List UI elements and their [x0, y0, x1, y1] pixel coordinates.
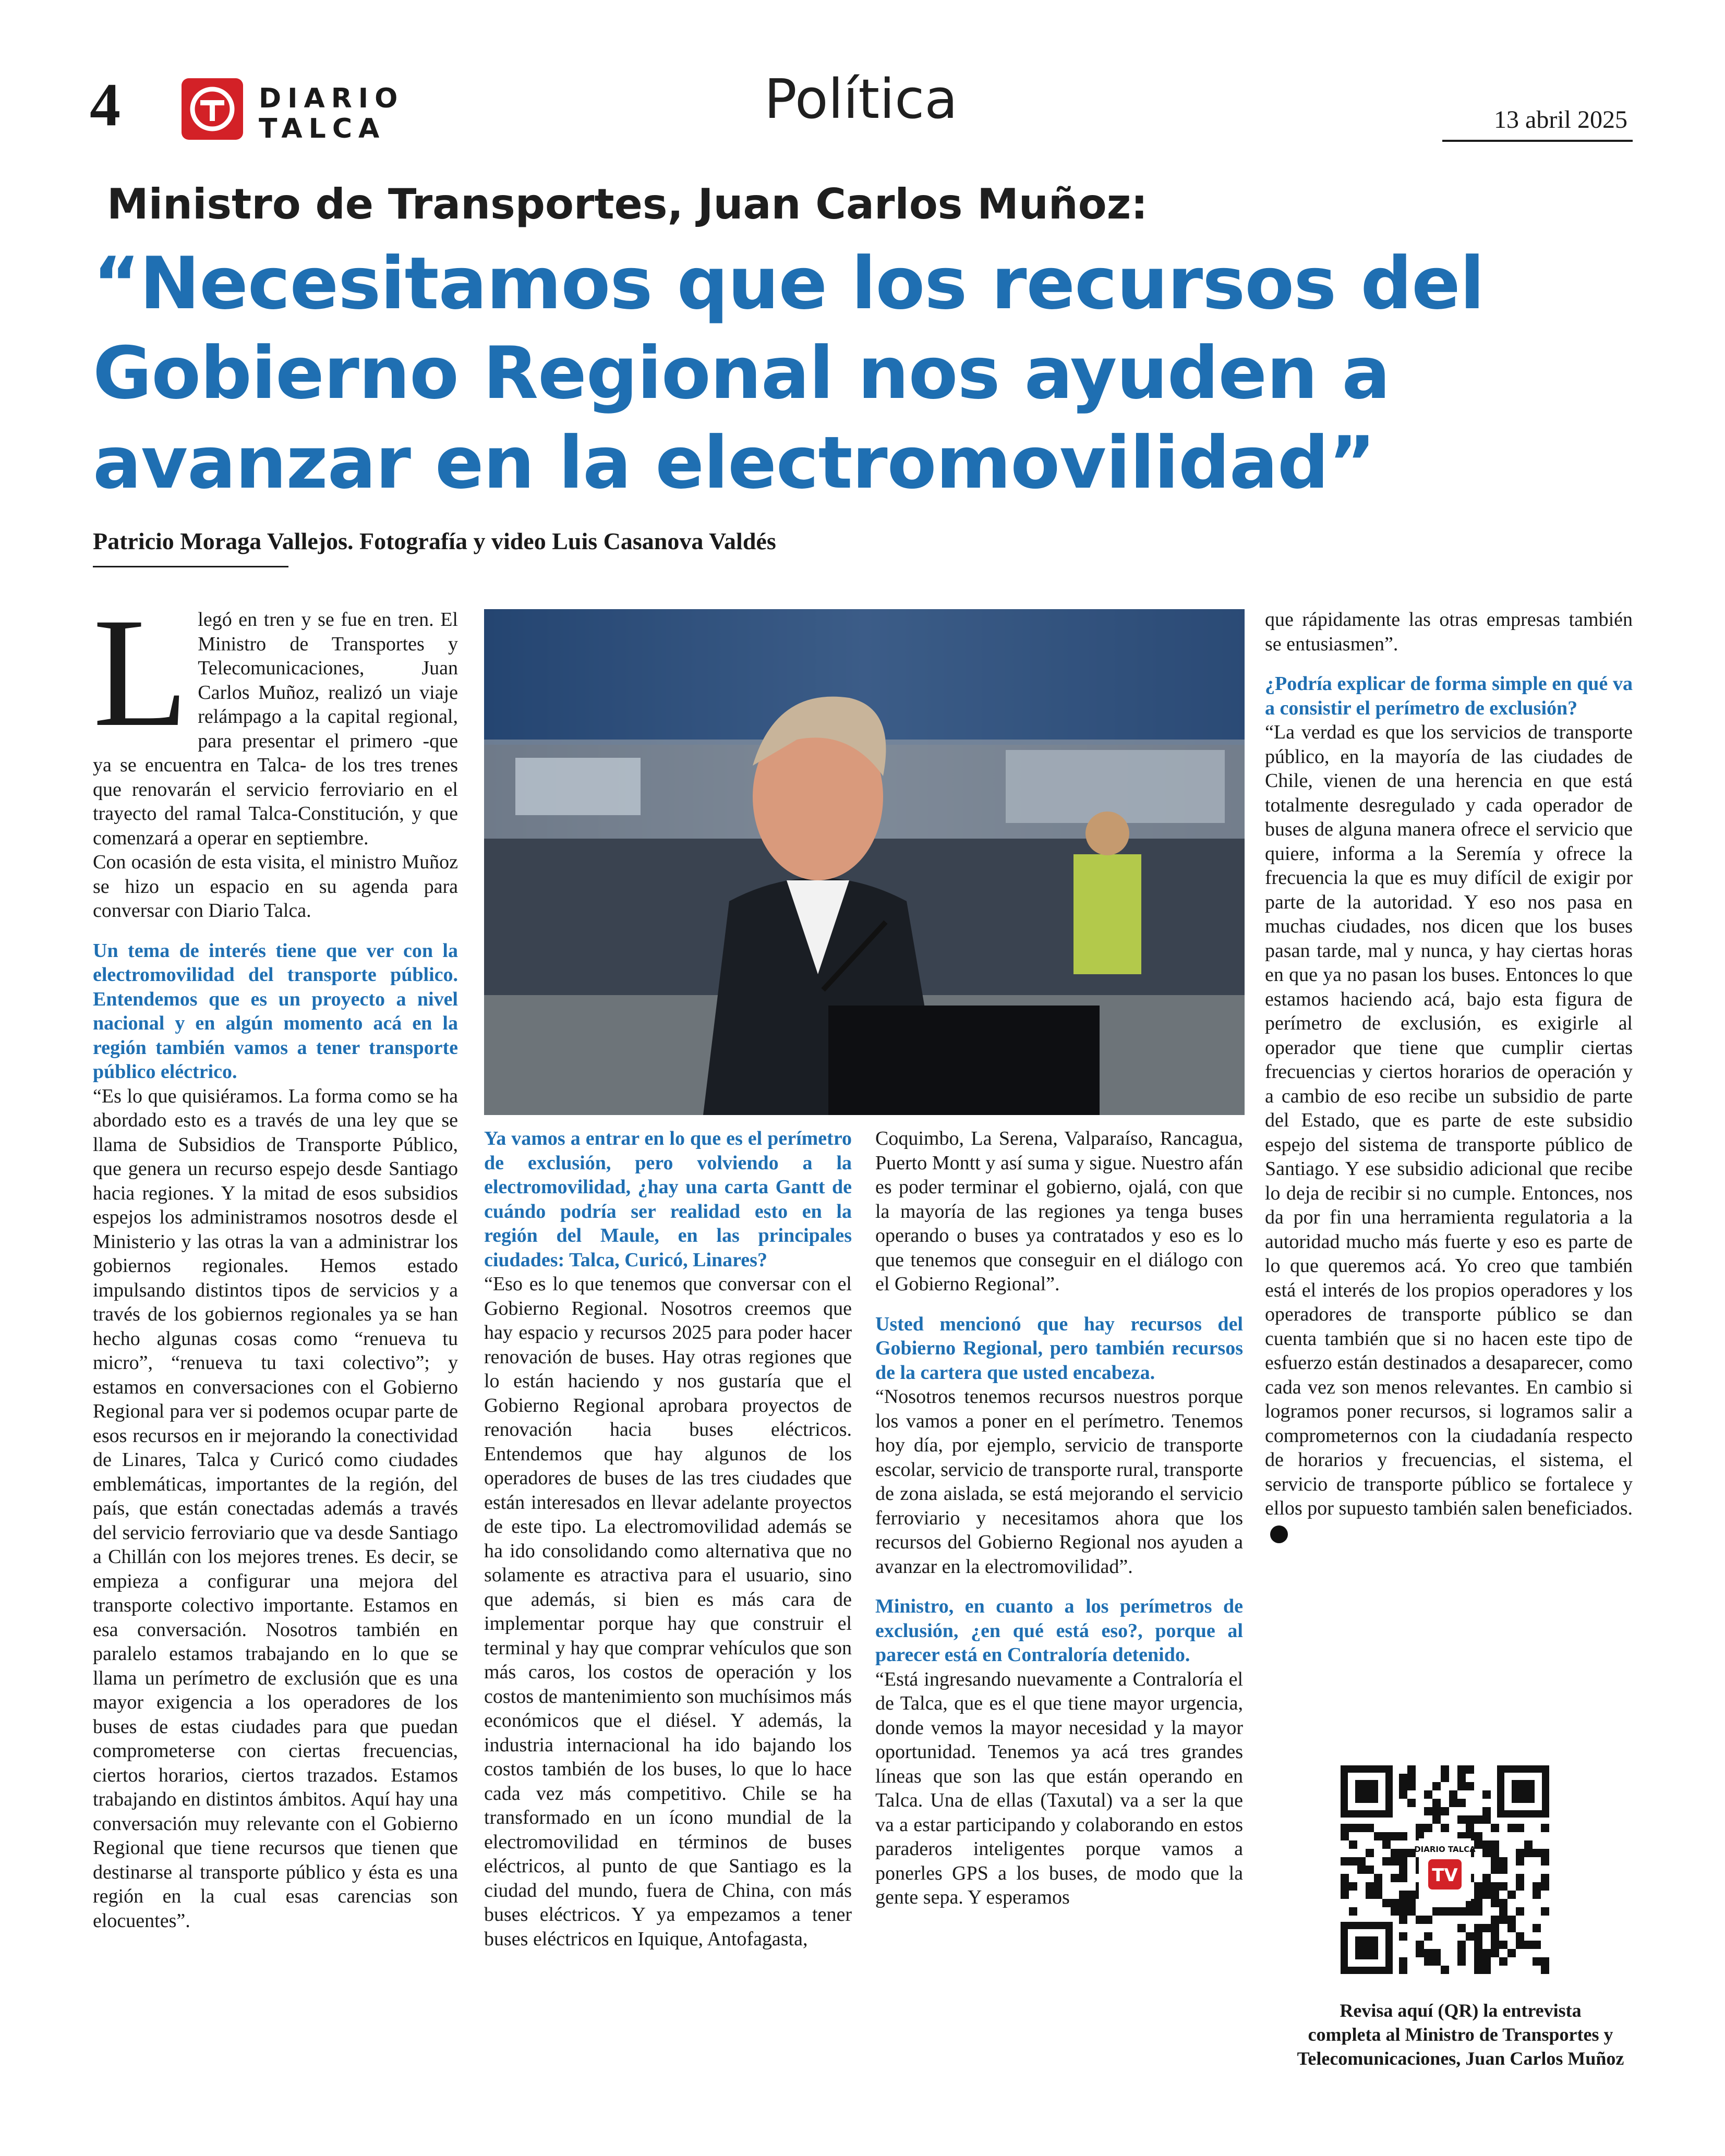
paragraph: Con ocasión de esta visita, el ministro Muñoz se hizo un espacio en su agenda para conversar con Diario Talca. [93, 851, 458, 922]
interview-question: ¿Podría explicar de forma simple en qué va a consistir el perímetro de exclusión? [1265, 673, 1633, 719]
interview-question: Un tema de interés tiene que ver con la electromovilidad del transporte público. Entendemos que es un proyecto a nivel nacional y en algún momento acá en la región también vamos a tener transporte público eléctrico. [93, 939, 458, 1083]
interview-answer: “Es lo que quisiéramos. La forma como se ha abordado esto es a través de una ley que se llama de Subsidios de Transporte Público, que genera un recurso espejo desde Santiago hacia regiones. Y la mitad de esos subsidios espejos los administramos nosotros desde el Ministerio y las otras la van a administrar los gobiernos regionales. Hemos estado impulsando distintos tipos de servicios y a través de los gobiernos regionales ya se han hecho algunas cosas como “renueva tu micro”, “renueva tu taxi colectivo”; y estamos en conversaciones con el Gobierno Regional para ver si podemos ocupar parte de esos recursos en ir mejorando la conectividad de Linares, Talca y Curicó como ciudades emblemáticas, importantes de la región, del país, que están conectadas además a través del servicio ferroviario que va desde Santiago a Chillán con los mejores trenes. Es decir, se empieza a configurar una mejora del transporte colectivo importante. Estamos en esa conversación. Nosotros también en paralelo estamos trabajando en lo que se llama un perímetro de exclusión que es una mayor exigencia a los operadores de los buses de estas ciudades para que puedan comprometerse con ciertas frecuencias, ciertos horarios, ciertos trazados. Estamos trabajando en distintos ámbitos. Aquí hay una conversación muy relevante con el Gobierno Regional que tiene recursos que tienen que destinarse al transporte público y ésta es una región en la cual esas carencias son elocuentes”. [93, 1085, 458, 1932]
qr-code[interactable] [1335, 1760, 1554, 1979]
drop-cap: L [93, 586, 189, 759]
interview-answer: Coquimbo, La Serena, Valparaíso, Rancagua, Puerto Montt y así suma y sigue. Nuestro afán es poder terminar el gobierno, ojalá, con que la mayoría de las regiones ya tenga buses operando o buses ya contratados y eso es lo que tenemos que conseguir en el diálogo con el Gobierno Regional”. [875, 1128, 1243, 1295]
headline-line: avanzar en la electromovilidad” [93, 421, 1376, 505]
qr-caption [1252, 1998, 1669, 2070]
column-4 [1265, 608, 1633, 1545]
column-3 [875, 1127, 1243, 1910]
lead-text: legó en tren y se fue en tren. El Ministro de Transportes y Telecomunicaciones, Juan Carlos Muñoz, realizó un viaje relámpago a la capital regional, para presentar el primero -que ya se encuentra en Talca- de los tres trenes que renovarán el servicio ferroviario en el trayecto del ramal Talca-Constitución, y que comenzará a operar en septiembre. [93, 609, 458, 849]
qr-caption-line: Revisa aquí (QR) la entrevista [1340, 2000, 1582, 2021]
end-mark-icon [1270, 1525, 1288, 1543]
lead-paragraph [93, 586, 458, 850]
headline-line: Gobierno Regional nos ayuden a [93, 331, 1390, 415]
issue-date: 13 abril 2025 [1494, 106, 1627, 134]
date-divider [1442, 140, 1633, 142]
answer-text: “La verdad es que los servicios de transporte público, en la mayoría de las ciudades de Chile, vienen de una herencia en que está totalmente desregulado y cada operador de buses de alguna manera ofrece el servicio que quiere, informa a la Seremía y ofrece la frecuencia la que es muy difícil de exigir por parte de la autoridad. Y eso nos pasa en muchas ciudades, nos dicen que los buses pasan tarde, mal y nunca, y hay ciertas horas en que ya no pasan los buses. Entonces lo que estamos haciendo acá, bajo esta figura de perímetro de exclusión, es exigirle al operador que tiene que cumplir ciertas frecuencias y ciertos horarios de operación y a cambio de eso recibe un subsidio de parte del Estado, que es parte de este subsidio espejo del sistema de transporte público de Santiago. Y ese subsidio adicional que recibe lo deja de recibir si no cumple. Entonces, nos da por fin una herramienta regulatoria a la autoridad mucho más fuerte y eso es parte de lo que queremos acá. Yo creo que también está el interés de los propios operadores y los operadores de transporte público se dan cuenta también que si no hacen este tipo de esfuerzo están destinados a desaparecer, como cada vez son menos relevantes. En cambio si logramos poner recursos, si logramos salir a comprometernos con la ciudadanía respecto de horarios y frecuencias, el sistema, el servicio de transporte público se fortalece y ellos por supuesto también salen beneficiados. [1265, 721, 1633, 1519]
section-title: Política [764, 67, 958, 131]
qr-brand-label: DIARIO TALCA [1414, 1845, 1476, 1854]
column-1 [93, 586, 458, 1933]
diario-talca-logo-icon [182, 78, 243, 140]
interview-question: Ya vamos a entrar en lo que es el perímetro de exclusión, pero volviendo a la electromovilidad, ¿hay una carta Gantt de cuándo podría ser realidad esto en la región del Maule, en las principales ciudades: Talca, Curicó, Linares? [484, 1128, 852, 1271]
brand-wordmark [259, 83, 404, 144]
interview-answer: “Está ingresando nuevamente a Contraloría el de Talca, que es el que tiene mayor urgencia, donde vemos la mayor necesidad y la mayor oportunidad. Tenemos ya acá tres grandes líneas que son las que están operando en Talca. Una de ellas (Taxutal) va a ser la que va a estar participando y colaborando en estos paraderos inteligentes porque vamos a ponerles GPS a los buses, de modo que la gente sepa. Y esperamos [875, 1668, 1243, 1908]
byline: Patricio Moraga Vallejos. Fotografía y video Luis Casanova Valdés [93, 528, 776, 554]
brand-line-1: DIARIO [259, 83, 404, 114]
column-2 [484, 1127, 852, 1951]
interview-answer: “Nosotros tenemos recursos nuestros porque los vamos a poner en el perímetro. Tenemos hoy día, por ejemplo, servicio de transporte escolar, servicio de transporte rural, transporte de zona aislada, se está mejorando el servicio ferroviario y necesitamos ahora que los recursos del Gobierno Regional nos ayuden a avanzar en la electromovilidad”. [875, 1386, 1243, 1578]
article-kicker: Ministro de Transportes, Juan Carlos Muñoz: [107, 180, 1148, 228]
byline-divider [93, 566, 288, 567]
interview-answer [1265, 720, 1633, 1545]
qr-tv-label: TV [1432, 1865, 1458, 1886]
page-number: 4 [90, 70, 120, 139]
brand-line-2: TALCA [259, 113, 386, 144]
minister-photo [484, 609, 1245, 1115]
qr-caption-line: Telecomunicaciones, Juan Carlos Muñoz [1297, 2048, 1624, 2069]
interview-question: Usted mencionó que hay recursos del Gobierno Regional, pero también recursos de la cartera que usted encabeza. [875, 1313, 1243, 1384]
interview-answer: “Eso es lo que tenemos que conversar con el Gobierno Regional. Nosotros creemos que hay espacio y recursos 2025 para poder hacer renovación de buses. Hay otras regiones que lo están haciendo y nos gustaría que el Gobierno Regional aprobara proyectos de renovación hacia buses eléctricos. Entendemos que hay algunos de los operadores de buses de las tres ciudades que están interesados en llevar adelante proyectos de este tipo. La electromovilidad además se ha ido consolidando como alternativa que no solamente es atractiva para el usuario, sino que además, si bien es más cara de implementar porque hay que construir el terminal y hay que comprar vehículos que son más caros, los costos de operación y los costos de mantenimiento son muchísimos más económicos que el diésel. Y además, la industria internacional ha ido bajando los costos también de los buses, lo que lo hace cada vez más competitivo. Chile se ha transformado en un ícono mundial de la electromovilidad en términos de buses eléctricos, al punto de que Santiago es la ciudad del mundo, fuera de China, con más buses eléctricos. Y ya empezamos a tener buses eléctricos en Iquique, Antofagasta, [484, 1273, 852, 1950]
interview-question: Ministro, en cuanto a los perímetros de exclusión, ¿en qué está eso?, porque al parecer está en Contraloría detenido. [875, 1595, 1243, 1666]
qr-caption-line: completa al Ministro de Transportes y [1308, 2024, 1613, 2045]
headline-line: “Necesitamos que los recursos del [93, 241, 1485, 325]
interview-answer: que rápidamente las otras empresas también se entusiasmen”. [1265, 609, 1633, 655]
article-headline [93, 239, 1637, 508]
